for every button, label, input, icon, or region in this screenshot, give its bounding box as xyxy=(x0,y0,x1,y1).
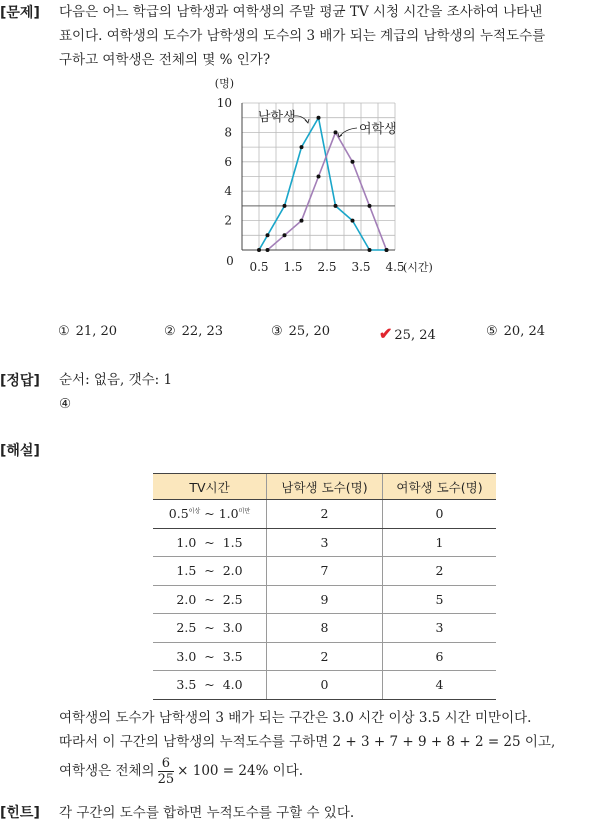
table-cell: 3.0 ~ 3.5 xyxy=(153,642,267,671)
table-cell: 3 xyxy=(383,614,497,643)
x-tick-label: 0.5 xyxy=(249,260,269,274)
table-cell: 2.5 ~ 3.0 xyxy=(153,614,267,643)
table-cell: 1 xyxy=(383,528,497,557)
explanation-line: 여학생의 도수가 남학생의 3 배가 되는 구간은 3.0 시간 이상 3.5 시간 미만이다. xyxy=(59,710,532,726)
problem-line: 표이다. 여학생의 도수가 남학생의 도수의 3 배가 되는 계급의 남학생의 누적도수를 xyxy=(59,28,546,44)
frequency-polygon-chart xyxy=(200,75,460,280)
table-cell: 1.5 ~ 2.0 xyxy=(153,557,267,586)
x-axis-label: (시간) xyxy=(403,261,433,274)
checkmark-icon: ✔ xyxy=(379,324,393,343)
x-tick-label: 3.5 xyxy=(351,260,371,274)
explanation-line: 따라서 이 구간의 남학생의 누적도수를 구하면 2 + 3 + 7 + 9 + 8 + 2 = 25 이고, xyxy=(59,734,556,750)
data-point xyxy=(266,248,270,252)
choice-text: 25, 24 xyxy=(394,328,436,343)
y-tick-label: 2 xyxy=(224,213,232,228)
table-header: 남학생 도수(명) xyxy=(267,474,383,500)
data-point xyxy=(317,116,321,120)
choice-2[interactable] xyxy=(164,324,223,339)
choice-1[interactable] xyxy=(58,324,117,339)
table-cell: 3 xyxy=(267,528,383,557)
data-point xyxy=(334,130,338,134)
x-tick-label: 2.5 xyxy=(317,260,337,274)
hint-text: 각 구간의 도수를 합하면 누적도수를 구할 수 있다. xyxy=(59,805,355,821)
explanation-line: 여학생은 전체의 $\frac{6}{25}$ × 100 = 24% 이다. xyxy=(59,756,304,787)
choice-5[interactable] xyxy=(486,324,545,339)
answer-tag: [정답] xyxy=(0,373,40,389)
explanation-tag: [해설] xyxy=(0,443,40,459)
table-cell: 2 xyxy=(267,500,383,529)
choice-number: ① xyxy=(58,324,70,339)
table-header: 여학생 도수(명) xyxy=(383,474,497,500)
choice-number: ③ xyxy=(271,324,283,339)
table-cell: 2 xyxy=(267,642,383,671)
table-row xyxy=(153,614,496,643)
table-cell: 1.0 ~ 1.5 xyxy=(153,528,267,557)
data-point xyxy=(351,219,355,223)
table-cell: 9 xyxy=(267,585,383,614)
data-point xyxy=(266,233,270,237)
data-point xyxy=(283,204,287,208)
choice-text: 22, 23 xyxy=(181,324,224,339)
table-cell: 2.0 ~ 2.5 xyxy=(153,585,267,614)
data-point xyxy=(317,175,321,179)
table-cell: 0 xyxy=(267,671,383,700)
fraction: $\frac{6}{25}$ xyxy=(157,756,175,787)
table-cell: 7 xyxy=(267,557,383,586)
data-point xyxy=(300,145,304,149)
table-cell: 4 xyxy=(383,671,497,700)
data-point xyxy=(351,160,355,164)
choice-number: ② xyxy=(164,324,176,339)
choice-number: ⑤ xyxy=(486,324,498,339)
problem-text xyxy=(59,0,545,72)
y-tick-label: 10 xyxy=(216,96,232,110)
answer-line: 순서: 없음, 갯수: 1 xyxy=(59,372,173,388)
choice-text: 20, 24 xyxy=(503,324,546,339)
table-row xyxy=(153,585,496,614)
answer-text xyxy=(59,368,172,416)
table-header: TV시간 xyxy=(153,474,267,500)
problem-line: 구하고 여학생은 전체의 몇 % 인가? xyxy=(59,52,271,68)
table-cell: 0 xyxy=(383,500,497,529)
table-cell: 5 xyxy=(383,585,497,614)
data-point xyxy=(368,204,372,208)
problem-tag: [문제] xyxy=(0,5,40,21)
table-row xyxy=(153,557,496,586)
data-point xyxy=(257,248,261,252)
data-point xyxy=(334,204,338,208)
problem-line: 다음은 어느 학급의 남학생과 여학생의 주말 평균 TV 시청 시간을 조사하여 나타낸 xyxy=(59,4,543,20)
choice-text: 21, 20 xyxy=(75,324,118,339)
data-point xyxy=(283,233,287,237)
table-row xyxy=(153,500,496,529)
explanation-text xyxy=(59,706,555,787)
series-label-girls: 여학생 xyxy=(359,122,397,137)
table-cell: 3.5 ~ 4.0 xyxy=(153,671,267,700)
y-axis-label: (명) xyxy=(214,77,234,90)
y-tick-label: 6 xyxy=(224,154,232,169)
series-line xyxy=(259,118,387,250)
data-point xyxy=(368,248,372,252)
x-tick-label: 1.5 xyxy=(283,260,303,274)
choice-text: 25, 20 xyxy=(288,324,331,339)
choice-4[interactable] xyxy=(379,324,436,343)
table-header-row xyxy=(153,474,496,500)
hint-tag: [힌트] xyxy=(0,805,40,821)
label-pointer xyxy=(294,116,308,123)
x-tick-label: 4.5 xyxy=(385,260,405,274)
data-point xyxy=(300,219,304,223)
table-cell: 8 xyxy=(267,614,383,643)
y-tick-label: 4 xyxy=(224,184,232,199)
series-label-boys: 남학생 xyxy=(258,110,296,125)
choice-3[interactable] xyxy=(271,324,330,339)
frequency-table xyxy=(153,473,496,700)
table-cell: $0.5^{이상}$ ~ $1.0^{미만}$ xyxy=(153,500,267,529)
table-row xyxy=(153,671,496,700)
table-cell: 2 xyxy=(383,557,497,586)
table-row xyxy=(153,642,496,671)
data-point xyxy=(385,248,389,252)
answer-number: ④ xyxy=(59,396,72,412)
origin-label: 0 xyxy=(226,254,234,268)
label-arrow xyxy=(338,133,342,137)
y-tick-label: 8 xyxy=(224,125,232,140)
table-row xyxy=(153,528,496,557)
table-cell: 6 xyxy=(383,642,497,671)
